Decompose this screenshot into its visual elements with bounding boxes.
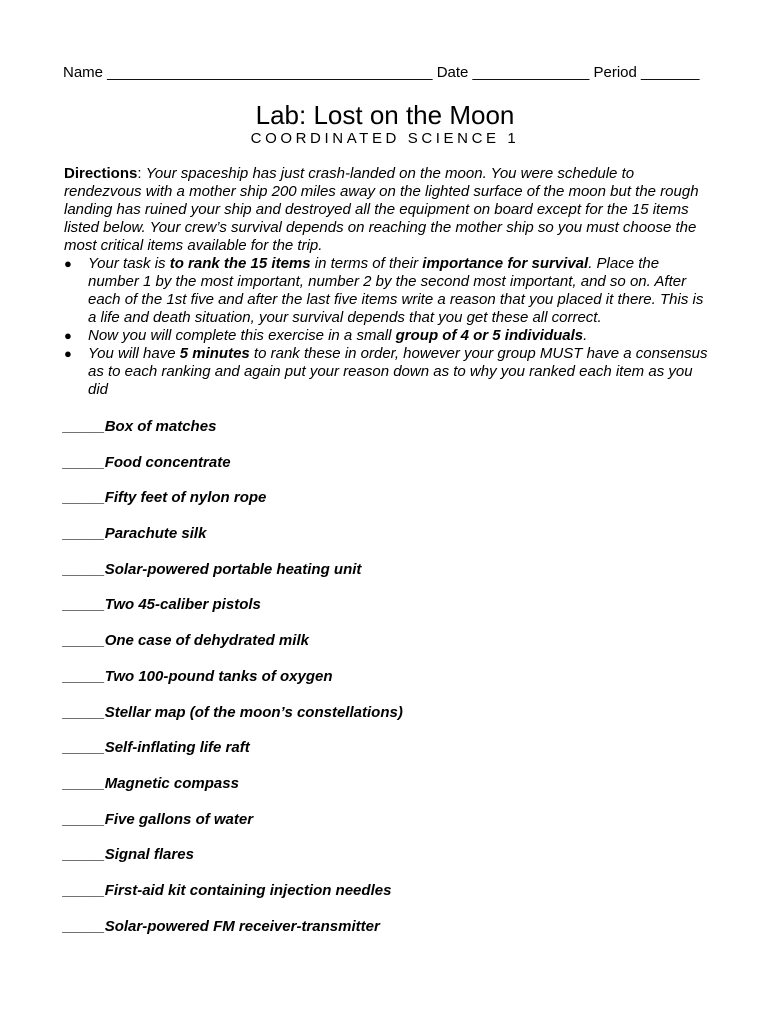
ranking-item[interactable]: _____Solar-powered FM receiver-transmitter — [63, 917, 380, 935]
ranking-item[interactable]: _____Magnetic compass — [63, 774, 239, 792]
ranking-item[interactable]: _____Food concentrate — [63, 453, 231, 471]
directions-colon: : — [137, 165, 146, 182]
ranking-item[interactable]: _____First-aid kit containing injection needles — [63, 881, 392, 899]
ranking-item[interactable]: _____Solar-powered portable heating unit — [63, 560, 362, 578]
directions-paragraph — [64, 165, 714, 255]
ranking-item[interactable]: _____Stellar map (of the moon’s constellations) — [63, 703, 403, 721]
directions-section — [64, 165, 714, 399]
bullet-icon: ● — [64, 256, 72, 271]
instruction-item — [64, 255, 714, 327]
instruction-text: to rank these in order, however your group MUST have a consensus as to each ranking and again put your reason down as to why you ranked each item as you did — [88, 345, 708, 398]
instruction-emphasis: importance for survival — [422, 255, 589, 272]
directions-label: Directions — [64, 165, 138, 182]
instruction-item — [64, 345, 714, 399]
instruction-emphasis: group of 4 or 5 individuals — [395, 327, 584, 344]
ranking-item[interactable]: _____Parachute silk — [63, 525, 207, 543]
instruction-text: . Place the number 1 by the most important, number 2 by the second most important, and so on. After each of the 1st five and after the last five items write a reason that you placed it there. This is a life and death situation, your survival depends that you get these all correct. — [88, 255, 704, 326]
ranking-item[interactable]: _____Two 100-pound tanks of oxygen — [63, 667, 333, 685]
instruction-text: Your task is — [88, 255, 170, 272]
instruction-text: You will have — [88, 345, 180, 362]
instruction-item — [64, 327, 714, 345]
instruction-text: Now you will complete this exercise in a small — [88, 327, 396, 344]
ranking-items-list — [63, 418, 713, 953]
page-subtitle: COORDINATED SCIENCE 1 — [250, 130, 520, 147]
ranking-item[interactable]: _____Box of matches — [63, 418, 217, 435]
directions-text: Your spaceship has just crash-landed on the moon. You were schedule to rendezvous with a mother ship 200 miles away on the lighted surface of the moon but the rough landing has ruined your ship and destroyed all the equipment on board except for the 15 items listed below. Your crew’s survival depends on reaching the mother ship so you must choose the most critical items available for the trip. — [64, 165, 699, 254]
ranking-item[interactable]: _____Fifty feet of nylon rope — [63, 489, 267, 507]
name-date-period-line: Name _______________________________________ Date ______________ Period _______ — [63, 64, 700, 81]
instruction-emphasis: to rank the 15 items — [169, 255, 311, 272]
ranking-item[interactable]: _____Two 45-caliber pistols — [63, 596, 261, 614]
ranking-item[interactable]: _____Signal flares — [63, 846, 194, 864]
instructions-list — [64, 255, 714, 399]
instruction-text: . — [583, 327, 588, 344]
bullet-icon: ● — [64, 328, 72, 343]
instruction-emphasis: 5 minutes — [179, 345, 250, 362]
ranking-item[interactable]: _____Five gallons of water — [63, 810, 254, 828]
ranking-item[interactable]: _____One case of dehydrated milk — [63, 632, 309, 650]
page-title: Lab: Lost on the Moon — [255, 100, 515, 130]
instruction-text: in terms of their — [310, 255, 423, 272]
bullet-icon: ● — [64, 346, 72, 361]
ranking-item[interactable]: _____Self-inflating life raft — [63, 739, 250, 757]
